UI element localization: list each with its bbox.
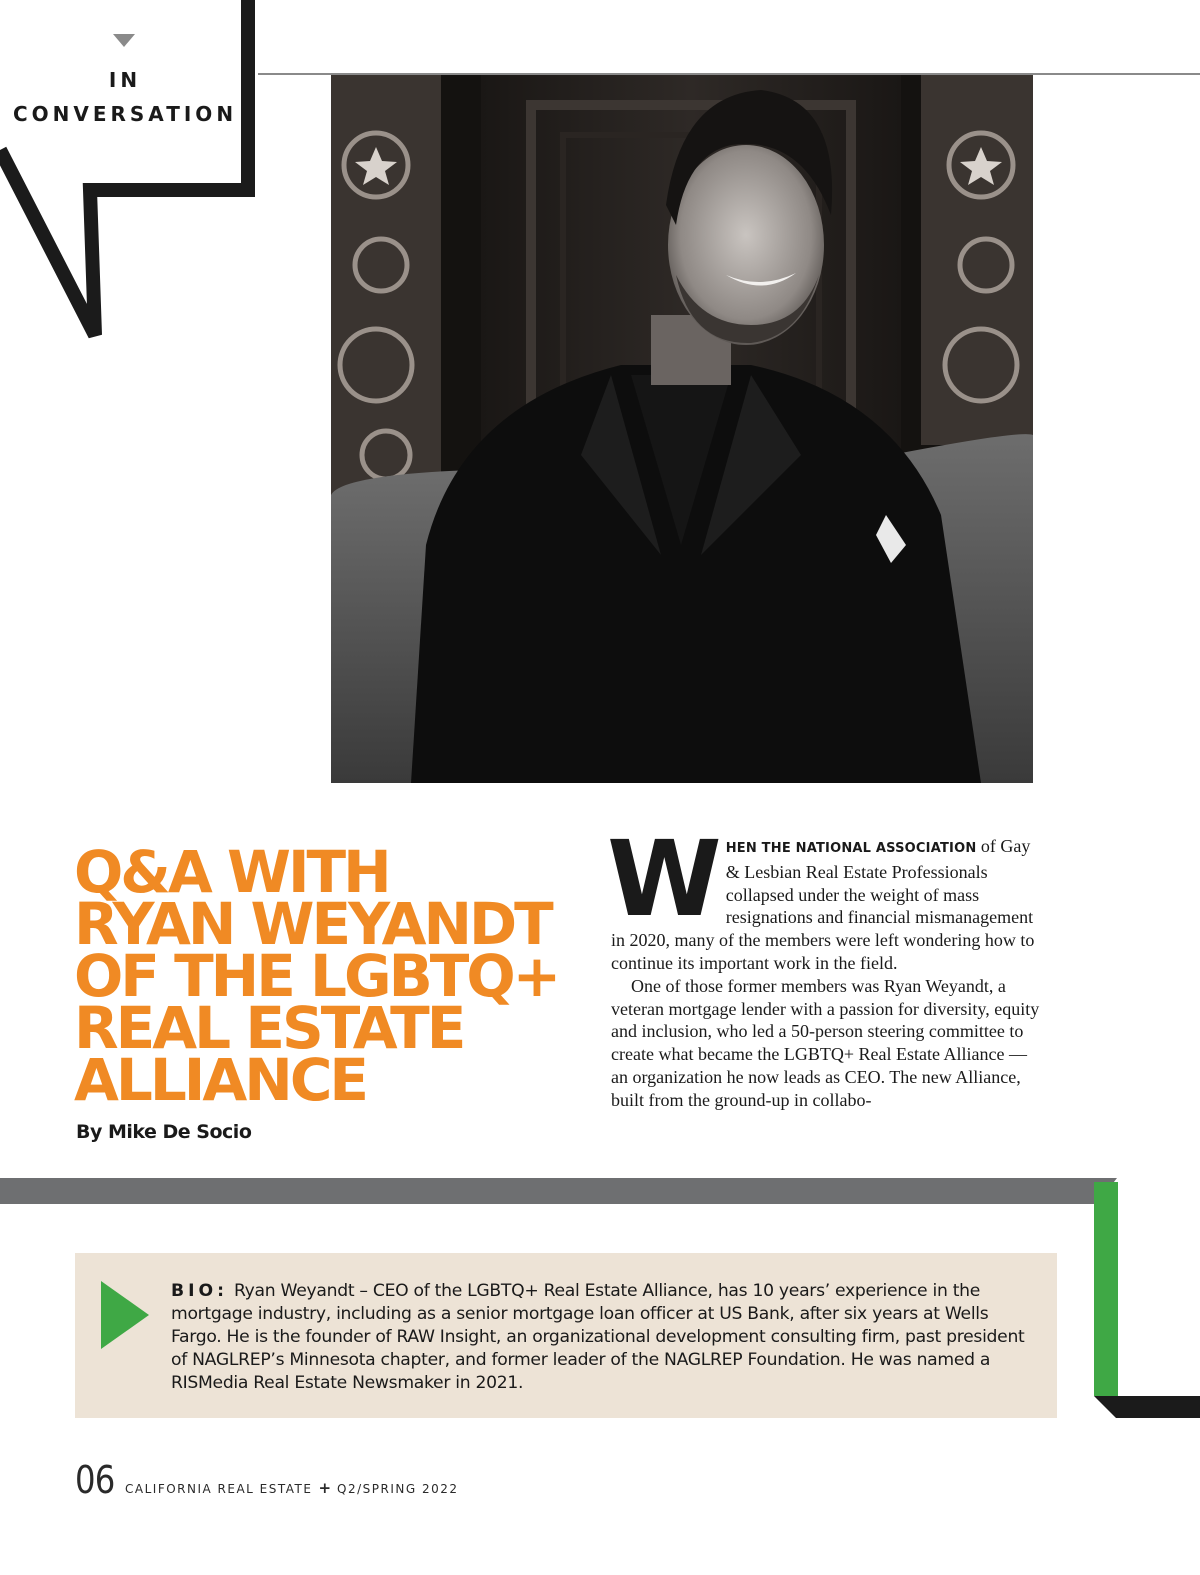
portrait-image: [331, 75, 1033, 783]
play-triangle-icon: [101, 1281, 149, 1349]
lead-in-caps: HEN THE NATIONAL ASSOCIATION: [725, 841, 977, 856]
page-footer: [75, 1458, 459, 1502]
headline-line: OF THE LGBTQ+: [74, 942, 559, 1010]
drop-cap: W: [607, 818, 718, 940]
article-headline: [74, 838, 559, 1114]
article-body: [607, 818, 1041, 1112]
triangle-down-icon: [113, 34, 135, 47]
divider-bar: [0, 1178, 1097, 1204]
section-bubble: [0, 0, 262, 345]
byline: By Mike De Socio: [76, 1121, 252, 1143]
paragraph-1-text: of Gay & Lesbian Real Estate Professionals collapsed under the weight of mass resignations and financial mismanagement in 2020, many of the members were left wondering how to continue its important work in the field.: [611, 836, 1035, 973]
green-accent-bar: [1094, 1182, 1118, 1396]
bio-body: Ryan Weyandt – CEO of the LGBTQ+ Real Estate Alliance, has 10 years’ experience in the mortgage industry, including as a senior mortgage loan officer at US Bank, after six years at Wells Fargo. He is the founder of RAW Insight, an organizational development consulting firm, past president of NAGLREP’s Minnesota chapter, and former leader of the NAGLREP Foundation. He was named a RISMedia Real Estate Newsmaker in 2021.: [171, 1281, 1025, 1393]
bio-label: BIO:: [171, 1281, 228, 1301]
headline-line: REAL ESTATE: [74, 994, 464, 1062]
article-paragraph-1: [607, 818, 1041, 975]
article-paragraph-2: One of those former members was Ryan Weyandt, a veteran mortgage lender with a passion for diversity, equity and inclusion, who led a 50-person steering committee to create what became the LGBTQ+ Real Estate Alliance — an organization he now leads as CEO. The new Alliance, built from the ground-up in collabo-: [611, 975, 1040, 1110]
portrait-photo: [331, 75, 1033, 783]
page-number: 06: [75, 1458, 115, 1502]
bio-text: [171, 1280, 1041, 1395]
publication-name: CALIFORNIA REAL ESTATE: [125, 1482, 313, 1496]
headline-line: ALLIANCE: [74, 1046, 366, 1114]
issue-label: Q2/SPRING 2022: [337, 1482, 459, 1496]
section-label-line2: CONVERSATION: [12, 102, 238, 126]
speech-bubble-icon: [0, 0, 262, 345]
section-label-line1: IN: [108, 68, 142, 92]
headline-line: RYAN WEYANDT: [74, 890, 551, 958]
headline-line: Q&A WITH: [74, 838, 389, 906]
plus-icon: +: [318, 1479, 332, 1497]
black-accent-bar: [1094, 1396, 1200, 1418]
